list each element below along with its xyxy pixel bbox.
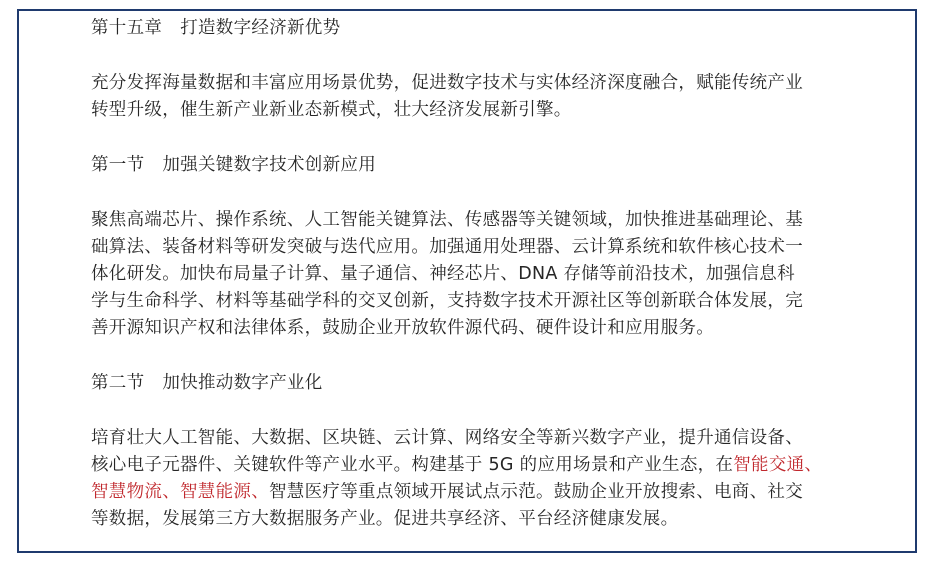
chapter-number: 第十五章 <box>91 18 163 38</box>
document-frame <box>17 9 917 553</box>
highlight-smart-logistics-energy: 智慧物流、智慧能源、 <box>91 482 269 502</box>
section2-line-4: 等数据，发展第三方大数据服务产业。促进共享经济、平台经济健康发展。 <box>91 509 679 529</box>
highlight-smart-transport: 智能交通、 <box>733 455 823 475</box>
intro-line-1: 充分发挥海量数据和丰富应用场景优势，促进数字技术与实体经济深度融合，赋能传统产业 <box>91 73 803 93</box>
section1-line-2: 础算法、装备材料等研发突破与迭代应用。加强通用处理器、云计算系统和软件核心技术一 <box>91 237 803 257</box>
section2-title: 加快推动数字产业化 <box>162 373 323 393</box>
section2-heading <box>91 370 861 397</box>
intro-line-2: 转型升级，催生新产业新业态新模式，壮大经济发展新引擎。 <box>91 100 572 120</box>
section1-line-4: 学与生命科学、材料等基础学科的交叉创新，支持数字技术开源社区等创新联合体发展，完 <box>91 291 803 311</box>
section1-heading <box>91 152 861 179</box>
section1-line-3: 体化研发。加快布局量子计算、量子通信、神经芯片、DNA 存储等前沿技术，加强信息科 <box>91 264 795 284</box>
section1-title: 加强关键数字技术创新应用 <box>162 155 377 175</box>
chapter-title: 打造数字经济新优势 <box>180 18 341 38</box>
section2-number: 第二节 <box>91 373 145 393</box>
section2-line-3-text: 智慧医疗等重点领域开展试点示范。鼓励企业开放搜索、电商、社交 <box>269 482 803 502</box>
document-body <box>91 15 861 533</box>
section1-number: 第一节 <box>91 155 145 175</box>
section2-line-3 <box>91 479 861 506</box>
chapter-heading <box>91 15 861 42</box>
section1-line-1: 聚焦高端芯片、操作系统、人工智能关键算法、传感器等关键领域，加快推进基础理论、基 <box>91 210 803 230</box>
section1-line-5: 善开源知识产权和法律体系，鼓励企业开放软件源代码、硬件设计和应用服务。 <box>91 318 714 338</box>
section2-line-2-text: 核心电子元器件、关键软件等产业水平。构建基于 5G 的应用场景和产业生态，在 <box>91 455 734 475</box>
section2-line-1: 培育壮大人工智能、大数据、区块链、云计算、网络安全等新兴数字产业，提升通信设备、 <box>91 428 803 448</box>
section2-line-2 <box>91 452 861 479</box>
